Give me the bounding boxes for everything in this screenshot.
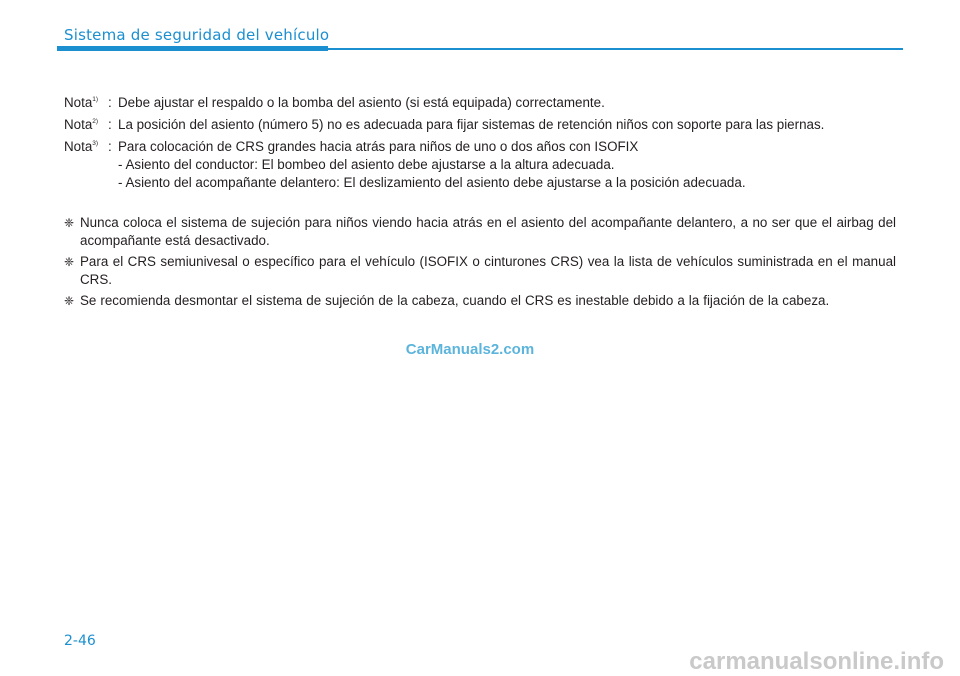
- note-line: - Asiento del conductor: El bombeo del asiento debe ajustarse a la altura adecuada.: [118, 157, 615, 172]
- note-superscript: 1): [92, 96, 99, 103]
- notes-block: [64, 94, 904, 196]
- list-item: [64, 253, 896, 289]
- note-superscript: 3): [92, 140, 99, 147]
- note-3: [64, 138, 904, 192]
- note-label: [64, 116, 108, 134]
- note-label: [64, 94, 108, 112]
- note-line: La posición del asiento (número 5) no es adecuada para fijar sistemas de retención niños con soporte para las piernas.: [118, 117, 825, 132]
- asterisk-bullet-icon: ❈: [64, 294, 75, 308]
- note-body: [118, 116, 904, 134]
- note-line: Debe ajustar el respaldo o la bomba del asiento (si está equipada) correctamente.: [118, 95, 605, 110]
- note-line: - Asiento del acompañante delantero: El deslizamiento del asiento debe ajustarse a la posición adecuada.: [118, 175, 746, 190]
- note-separator: :: [108, 95, 112, 110]
- note-label-text: Nota: [64, 95, 93, 110]
- asterisk-bullet-icon: ❈: [64, 216, 75, 230]
- header-rule-thick: [57, 46, 328, 51]
- note-separator: :: [108, 139, 112, 154]
- list-item-text: Nunca coloca el sistema de sujeción para niños viendo hacia atrás en el asiento del acompañante delantero, a no ser que el airbag del acompañante está desactivado.: [80, 215, 896, 248]
- site-watermark: carmanualsonline.info: [689, 648, 944, 675]
- note-separator: :: [108, 117, 112, 132]
- asterisk-bullet-icon: ❈: [64, 255, 75, 269]
- note-superscript: 2): [92, 118, 99, 125]
- note-2: [64, 116, 904, 134]
- bullet-list: [64, 214, 896, 313]
- note-body: [118, 138, 904, 192]
- note-line: Para colocación de CRS grandes hacia atrás para niños de uno o dos años con ISOFIX: [118, 139, 639, 154]
- note-body: [118, 94, 904, 112]
- list-item: [64, 214, 896, 250]
- list-item-text: Se recomienda desmontar el sistema de sujeción de la cabeza, cuando el CRS es inestable debido a la fijación de la cabeza.: [80, 293, 830, 308]
- section-title: Sistema de seguridad del vehículo: [64, 26, 330, 44]
- list-item: [64, 292, 896, 310]
- note-1: [64, 94, 904, 112]
- list-item-text: Para el CRS semiunivesal o específico para el vehículo (ISOFIX o cinturones CRS) vea la lista de vehículos suministrada en el manual CRS.: [80, 254, 896, 287]
- page-number: 2-46: [64, 633, 96, 649]
- header-rule-thin: [328, 48, 903, 50]
- note-label-text: Nota: [64, 139, 93, 154]
- note-label-text: Nota: [64, 117, 93, 132]
- note-label: [64, 138, 108, 192]
- carmanuals-watermark: CarManuals2.com: [405, 341, 535, 358]
